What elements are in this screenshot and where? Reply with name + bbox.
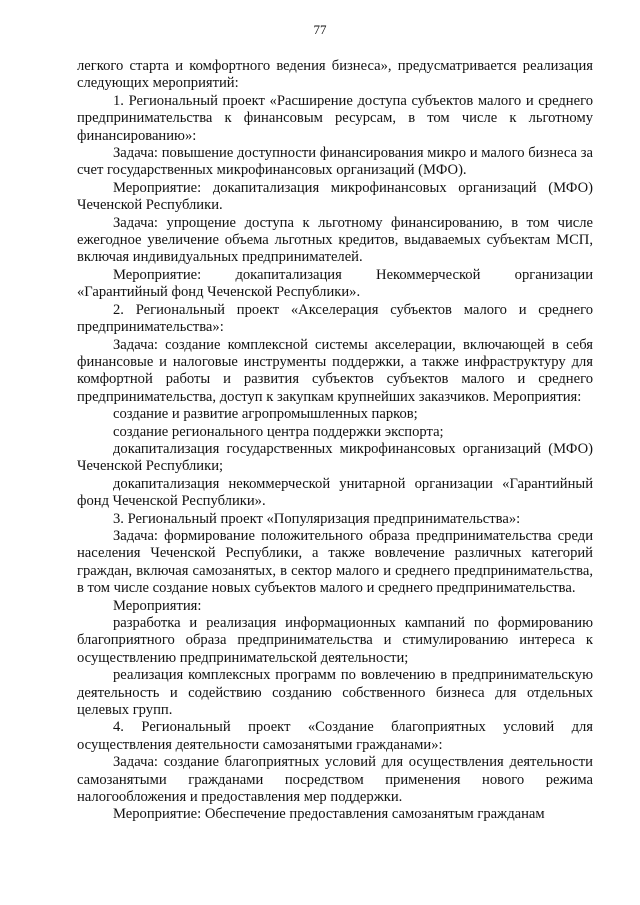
paragraph: Задача: упрощение доступа к льготному финансированию, в том числе ежегодное увеличение объема льготных кредитов, выдаваемых субъектам МСП, включая индивидуальных предпринимателей. — [77, 214, 593, 266]
paragraph: реализация комплексных программ по вовлечению в предпринимательскую деятельность и содействию созданию собственного бизнеса для отдельных целевых групп. — [77, 667, 593, 719]
paragraph: докапитализация государственных микрофинансовых организаций (МФО) Чеченской Республики; — [77, 440, 593, 475]
paragraph: разработка и реализация информационных кампаний по формированию благоприятного образа предпринимательства и стимулированию интереса к осуществлению предпринимательской деятельности; — [77, 615, 593, 666]
paragraph: Мероприятие: докапитализация микрофинансовых организаций (МФО) Чеченской Республики. — [77, 179, 593, 214]
paragraph: Задача: повышение доступности финансирования микро и малого бизнеса за счет государственных микрофинансовых организаций (МФО). — [77, 145, 593, 179]
document-body — [77, 58, 593, 824]
page-number: 77 — [313, 22, 327, 37]
paragraph: 3. Региональный проект «Популяризация предпринимательства»: — [113, 510, 521, 527]
paragraph: 4. Региональный проект «Создание благоприятных условий для осуществления деятельности самозанятыми гражданами»: — [77, 719, 593, 753]
paragraph: Мероприятие: Обеспечение предоставления самозанятым гражданам — [113, 806, 545, 823]
paragraph: Задача: создание благоприятных условий для осуществления деятельности самозанятыми гражданами посредством применения нового режима налогообложения и предоставления мер поддержки. — [77, 754, 593, 806]
paragraph: Задача: создание комплексной системы акселерации, включающей в себя финансовые и налоговые инструменты поддержки, а также инфраструктуру для комфортной работы и развития субъектов субъектов малого и среднего предпринимательства, доступ к закупкам крупнейших заказчиков. Мероприятия: — [77, 336, 593, 405]
paragraph: создание и развитие агропромышленных парков; — [113, 406, 418, 423]
paragraph: Задача: формирование положительного образа предпринимательства среди населения Чеченской Республики, а также вовлечение различных категорий граждан, включая самозанятых, в сектор малого и среднего предпринимательства, в том числе создание новых субъектов малого и среднего предпринимательства. — [77, 527, 593, 597]
paragraph: создание регионального центра поддержки экспорта; — [113, 423, 444, 440]
paragraph: 1. Региональный проект «Расширение доступа субъектов малого и среднего предпринимательства к финансовым ресурсам, в том числе к льготному финансированию»: — [77, 92, 593, 144]
paragraph: Мероприятия: — [113, 597, 202, 614]
paragraph: Мероприятие: докапитализация Некоммерческой организации «Гарантийный фонд Чеченской Республики». — [77, 266, 593, 301]
paragraph: 2. Региональный проект «Акселерация субъектов малого и среднего предпринимательства»: — [77, 301, 593, 336]
paragraph: докапитализация некоммерческой унитарной организации «Гарантийный фонд Чеченской Республики». — [77, 475, 593, 510]
paragraph: легкого старта и комфортного ведения бизнеса», предусматривается реализация следующих мероприятий: — [77, 58, 593, 92]
